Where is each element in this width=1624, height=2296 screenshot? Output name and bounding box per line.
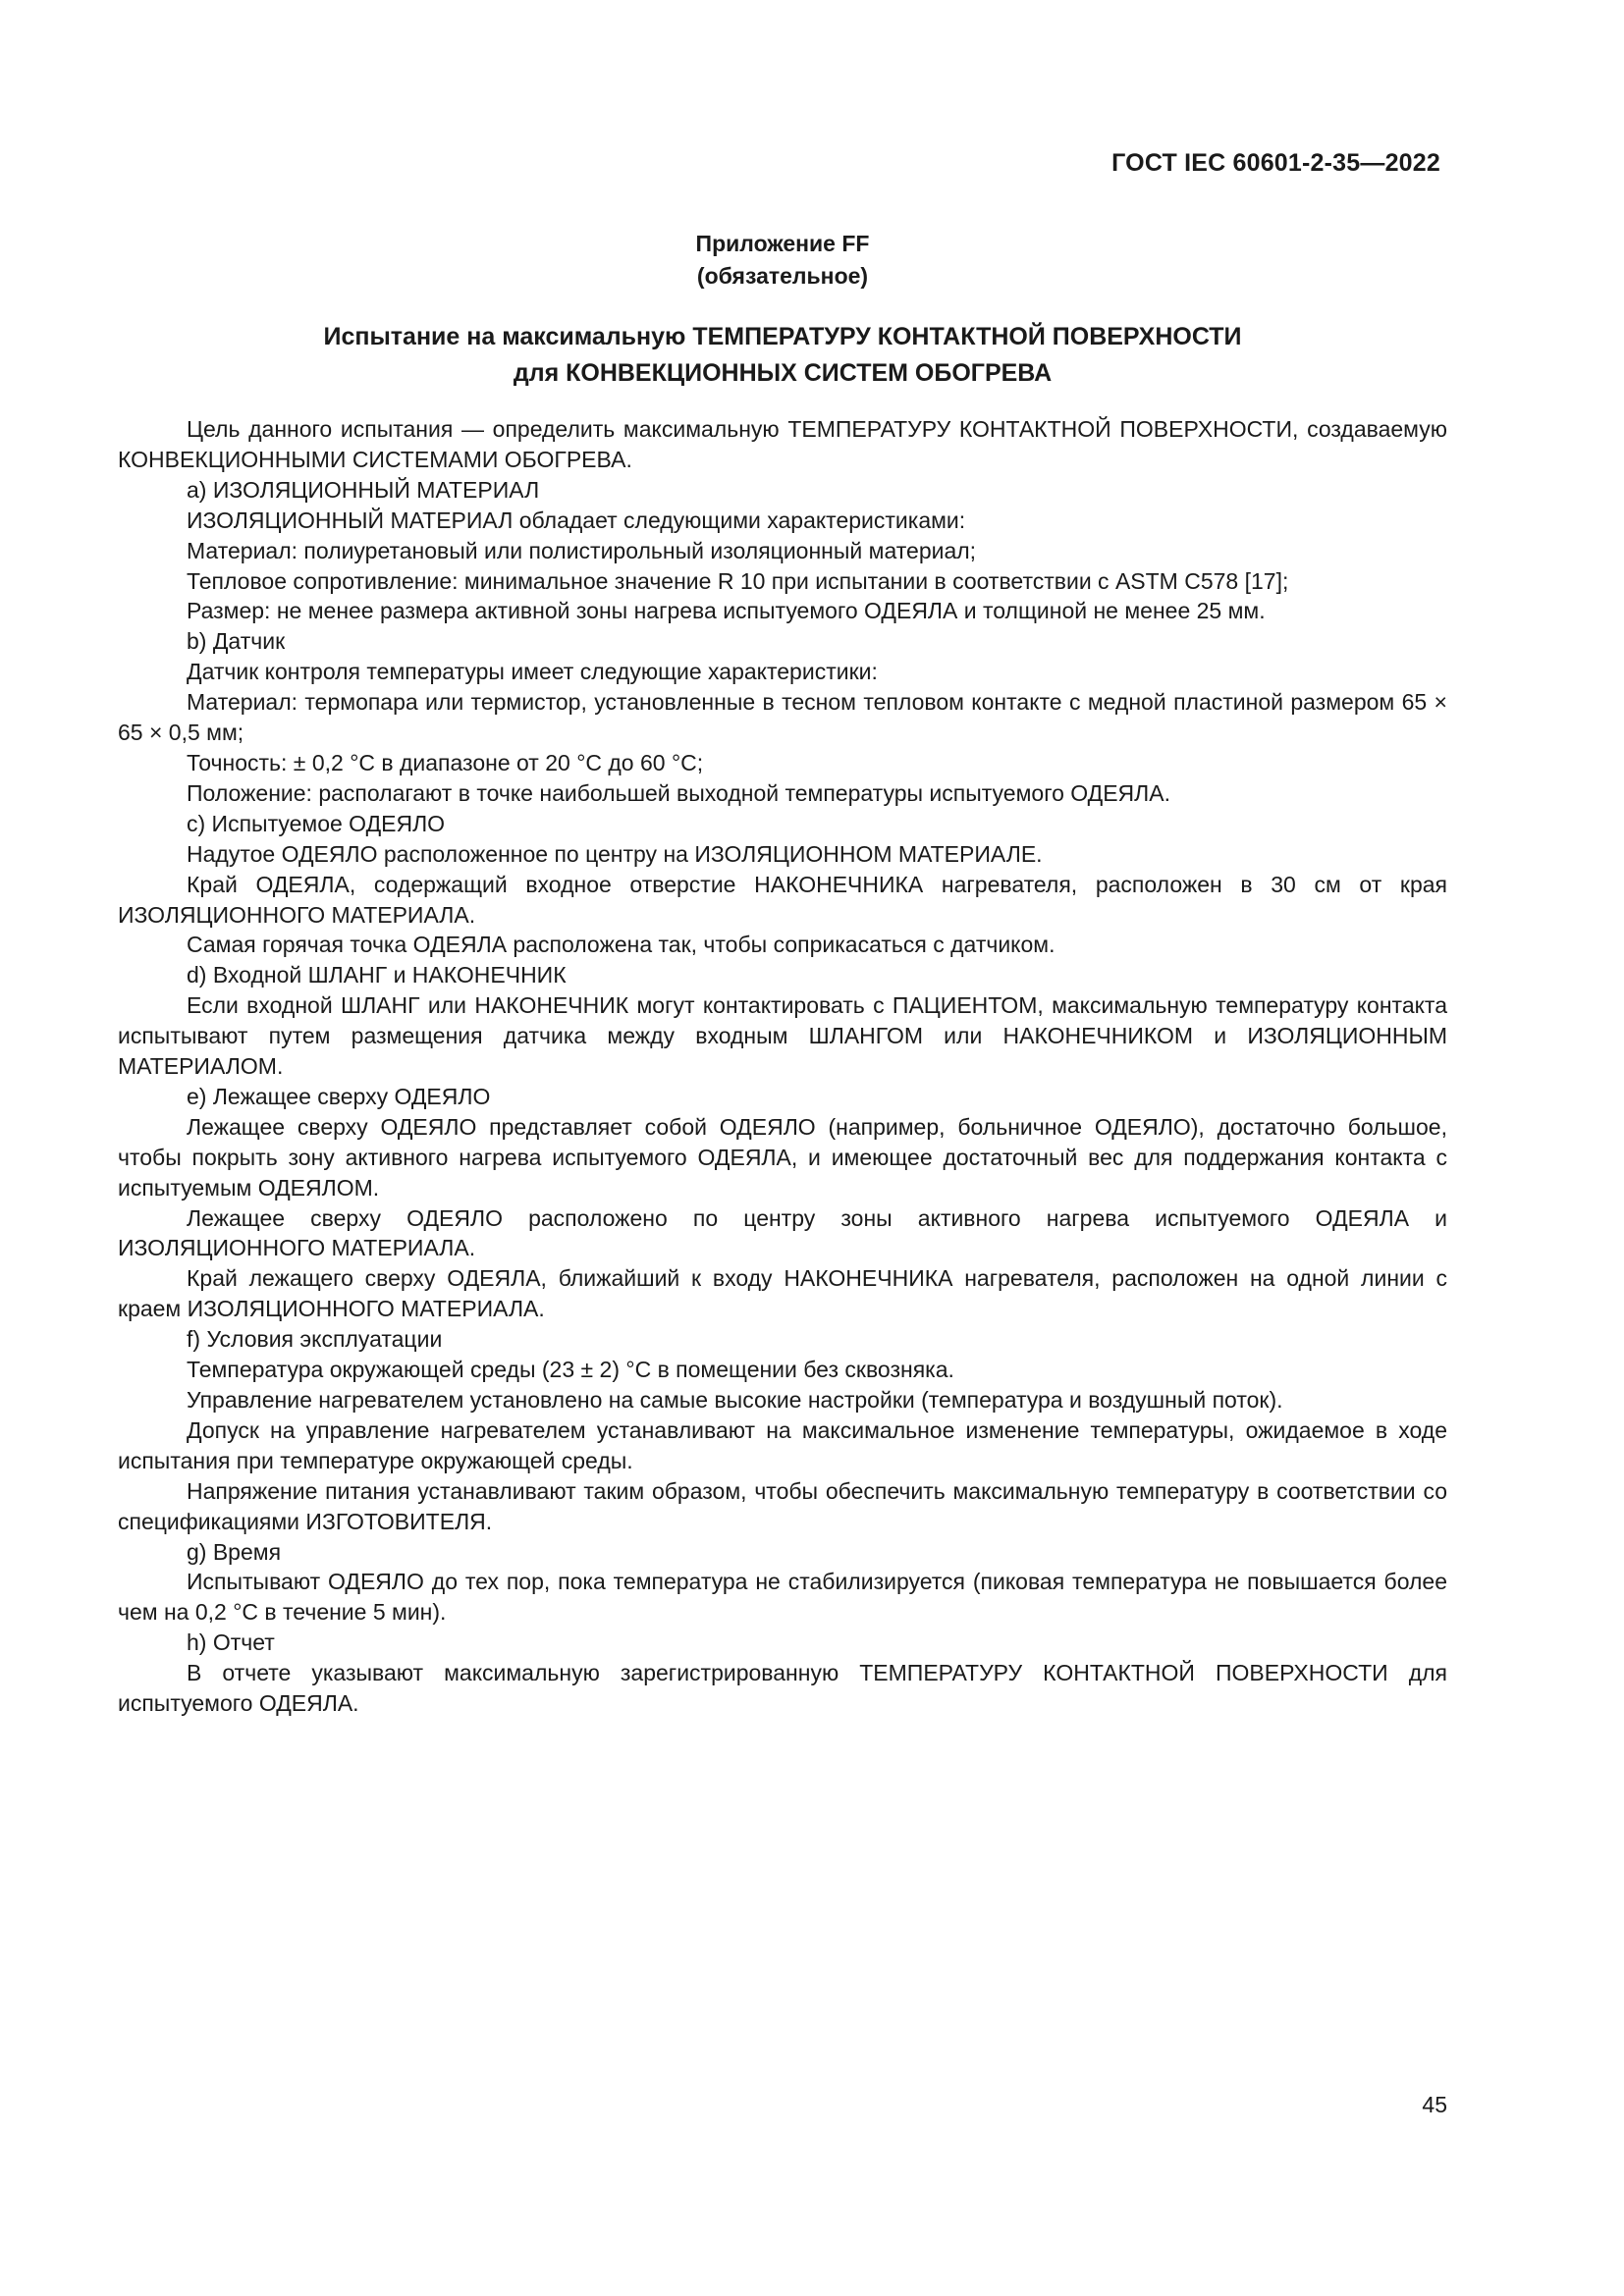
paragraph: Надутое ОДЕЯЛО расположенное по центру на ИЗОЛЯЦИОННОМ МАТЕРИАЛЕ. (187, 840, 1043, 867)
section-heading: d) Входной ШЛАНГ и НАКОНЕЧНИК (187, 962, 567, 988)
paragraph: Управление нагревателем установлено на самые высокие настройки (температура и воздушный поток). (187, 1387, 1283, 1413)
section-heading: a) ИЗОЛЯЦИОННЫЙ МАТЕРИАЛ (187, 476, 540, 503)
section-heading: h) Отчет (187, 1629, 275, 1656)
paragraph: Тепловое сопротивление: минимальное значение R 10 при испытании в соответствии с ASTM C578 [17]; (187, 567, 1289, 594)
title-line-1: Испытание на максимальную ТЕМПЕРАТУРУ КОНТАКТНОЙ ПОВЕРХНОСТИ (323, 323, 1242, 350)
standard-header: ГОСТ IEC 60601-2-35—2022 (1111, 149, 1440, 177)
page-number: 45 (1422, 2092, 1447, 2117)
title-line-2: для КОНВЕКЦИОННЫХ СИСТЕМ ОБОГРЕВА (513, 359, 1053, 387)
paragraph: В отчете указывают максимальную зарегистрированную ТЕМПЕРАТУРУ КОНТАКТНОЙ ПОВЕРХНОСТИ для испытуемого ОДЕЯЛА. (118, 1660, 1447, 1717)
paragraph: Точность: ± 0,2 °С в диапазоне от 20 °С до 60 °С; (187, 749, 704, 775)
paragraph: Испытывают ОДЕЯЛО до тех пор, пока температура не стабилизируется (пиковая температура не повышается более чем на 0,2 °С в течение 5 мин). (118, 1569, 1447, 1626)
paragraph: Размер: не менее размера активной зоны нагрева испытуемого ОДЕЯЛА и толщиной не менее 25 мм. (187, 598, 1266, 624)
paragraph: Лежащее сверху ОДЕЯЛО расположено по центру зоны активного нагрева испытуемого ОДЕЯЛА и ИЗОЛЯЦИОННОГО МАТЕРИАЛА. (118, 1204, 1447, 1261)
paragraph: Материал: термопара или термистор, установленные в тесном тепловом контакте с медной пластиной размером 65 × 65 × 0,5 мм; (118, 689, 1447, 746)
paragraph: Если входной ШЛАНГ или НАКОНЕЧНИК могут контактировать с ПАЦИЕНТОМ, максимальную температуру контакта испытывают путем размещения датчика между входным ШЛАНГОМ или НАКОНЕЧНИКОМ и ИЗОЛЯЦИОННЫМ МАТЕРИАЛОМ. (118, 992, 1447, 1080)
section-heading: f) Условия эксплуатации (187, 1326, 443, 1353)
section-heading: b) Датчик (187, 628, 286, 655)
appendix-status: (обязательное) (696, 263, 869, 289)
document-title (118, 319, 1447, 392)
section-heading: g) Время (187, 1538, 282, 1565)
paragraph: Самая горячая точка ОДЕЯЛА расположена так, чтобы соприкасаться с датчиком. (187, 932, 1056, 958)
paragraph: Температура окружающей среды (23 ± 2) °С в помещении без сквозняка. (187, 1357, 954, 1383)
paragraph: Цель данного испытания — определить максимальную ТЕМПЕРАТУРУ КОНТАКТНОЙ ПОВЕРХНОСТИ, создаваемую КОНВЕКЦИОННЫМИ СИСТЕМАМИ ОБОГРЕВА. (118, 416, 1447, 472)
paragraph: Датчик контроля температуры имеет следующие характеристики: (187, 659, 878, 685)
body-text (118, 414, 1447, 1719)
section-heading: c) Испытуемое ОДЕЯЛО (187, 810, 446, 836)
paragraph: Край ОДЕЯЛА, содержащий входное отверстие НАКОНЕЧНИКА нагревателя, расположен в 30 см от края ИЗОЛЯЦИОННОГО МАТЕРИАЛА. (118, 871, 1447, 928)
section-heading: e) Лежащее сверху ОДЕЯЛО (187, 1083, 491, 1109)
paragraph: Лежащее сверху ОДЕЯЛО представляет собой ОДЕЯЛО (например, больничное ОДЕЯЛО), достаточно большое, чтобы покрыть зону активного нагрева испытуемого ОДЕЯЛА, и имеющее достаточный вес для поддержания контакта с испытуемым ОДЕЯЛОМ. (118, 1113, 1447, 1201)
paragraph: Допуск на управление нагревателем устанавливают на максимальное изменение температуры, ожидаемое в ходе испытания при температуре окружающей среды. (118, 1416, 1447, 1473)
paragraph: Край лежащего сверху ОДЕЯЛА, ближайший к входу НАКОНЕЧНИКА нагревателя, расположен на одной линии с краем ИЗОЛЯЦИОННОГО МАТЕРИАЛА. (118, 1265, 1447, 1322)
paragraph: Положение: располагают в точке наибольшей выходной температуры испытуемого ОДЕЯЛА. (187, 779, 1170, 806)
paragraph: Напряжение питания устанавливают таким образом, чтобы обеспечить максимальную температуру в соответствии со спецификациями ИЗГОТОВИТЕЛЯ. (118, 1477, 1447, 1534)
paragraph: Материал: полиуретановый или полистирольный изоляционный материал; (187, 537, 977, 563)
paragraph: ИЗОЛЯЦИОННЫЙ МАТЕРИАЛ обладает следующими характеристиками: (187, 507, 966, 533)
appendix-label: Приложение FF (695, 231, 870, 256)
appendix-heading (118, 228, 1447, 293)
